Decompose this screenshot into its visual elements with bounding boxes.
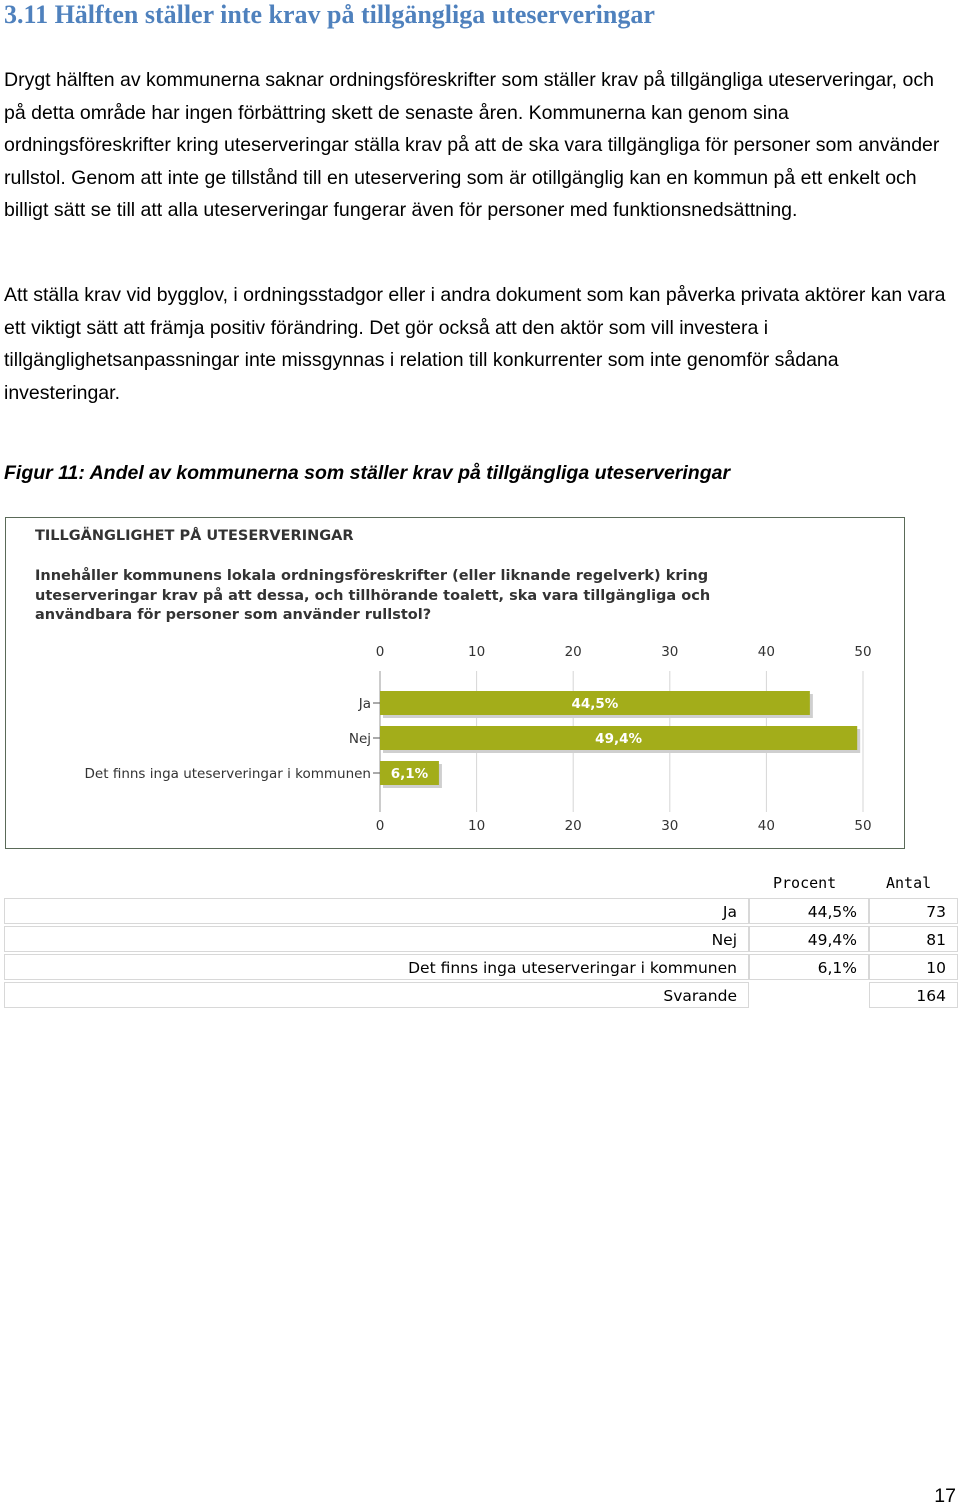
x-tick-label-bottom: 50 — [854, 818, 872, 834]
x-tick-label-top: 20 — [564, 644, 582, 660]
x-tick-label-bottom: 20 — [564, 818, 582, 834]
x-tick-label-bottom: 30 — [661, 818, 679, 834]
body-paragraph-2: Att ställa krav vid bygglov, i ordningsstadgor eller i andra dokument som kan påverka privata aktörer kan vara ett viktigt sätt att främja positiv förändring. Det gör också att den aktör som vill investera i tillgänglighetsanpassningar inte missgynnas i relation till konkurrenter som inte genomför sådana investeringar. — [4, 284, 946, 404]
x-tick-label-top: 50 — [854, 644, 872, 660]
x-tick-label-bottom: 40 — [757, 818, 775, 834]
data-label: 44,5% — [571, 696, 619, 712]
row-count: 10 — [869, 954, 958, 980]
x-tick-label-top: 0 — [375, 644, 385, 660]
table-row — [4, 898, 958, 924]
table-row — [4, 982, 958, 1008]
page-number: 17 — [934, 1485, 956, 1507]
x-tick-label-top: 10 — [468, 644, 486, 660]
row-percent: 6,1% — [749, 954, 869, 980]
x-tick-label-top: 30 — [661, 644, 679, 660]
category-label: Det finns inga uteserveringar i kommunen — [84, 766, 371, 782]
header-percent: Procent — [773, 874, 837, 892]
section-heading: 3.11 Hälften ställer inte krav på tillgängliga uteserveringar — [4, 0, 655, 29]
chart-question: Innehåller kommunens lokala ordningsföreskrifter (eller liknande regelverk) kring uteserveringar krav på att dessa, och tillhörande toalett, ska vara tillgängliga och användbara för personer som använder rullstol? — [35, 568, 711, 623]
x-tick-label-top: 40 — [757, 644, 775, 660]
row-percent: 44,5% — [749, 898, 869, 924]
x-tick-label-bottom: 0 — [375, 818, 385, 834]
data-label: 49,4% — [595, 731, 643, 747]
table-row — [4, 926, 958, 952]
chart-plot-area — [6, 518, 903, 847]
x-tick-label-bottom: 10 — [468, 818, 486, 834]
row-percent: 49,4% — [749, 926, 869, 952]
row-percent — [749, 982, 869, 1008]
body-paragraph-1: Drygt hälften av kommunerna saknar ordningsföreskrifter som ställer krav på tillgängliga uteserveringar, och på detta område har ingen förbättring skett de senaste åren. Kommunerna kan genom sina ordningsföreskrifter kring uteserveringar ställa krav på att de ska vara tillgängliga för personer som använder rullstol. Genom att inte ge tillstånd till en uteservering som är otillgänglig kan en kommun på ett enkelt och billigt sätt se till att alla uteserveringar fungerar även för personer med funktionsnedsättning. — [4, 69, 940, 221]
row-count: 73 — [869, 898, 958, 924]
header-count: Antal — [886, 874, 932, 892]
row-label: Ja — [4, 898, 749, 924]
data-label: 6,1% — [390, 766, 429, 782]
row-label: Svarande — [4, 982, 749, 1008]
figure-caption: Figur 11: Andel av kommunerna som ställer krav på tillgängliga uteserveringar — [4, 462, 731, 484]
chart-title: TILLGÄNGLIGHET PÅ UTESERVERINGAR — [35, 528, 354, 544]
table-row — [4, 954, 958, 980]
row-label: Nej — [4, 926, 749, 952]
category-label: Nej — [348, 731, 371, 747]
row-count: 164 — [869, 982, 958, 1008]
bar-chart — [5, 517, 905, 849]
row-count: 81 — [869, 926, 958, 952]
row-label: Det finns inga uteserveringar i kommunen — [4, 954, 749, 980]
category-label: Ja — [358, 696, 371, 712]
